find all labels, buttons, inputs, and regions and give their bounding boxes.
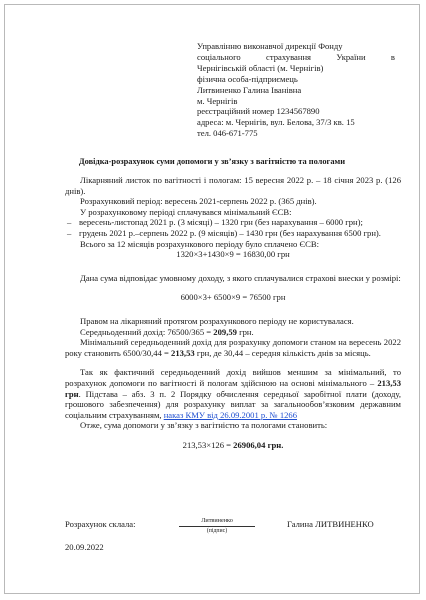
signature-text: Литвиненко: [201, 517, 233, 524]
recipient-line-4: фізична особа-підприємець: [197, 73, 298, 84]
total-intro-paragraph: Отже, сума допомоги у зв’язку з вагітністю та пологами становить:: [80, 420, 328, 431]
period-paragraph: Розрахунковий період: вересень 2021-серпень 2022 р. (365 днів).: [80, 196, 317, 207]
recipient-line-5: Литвиненко Галина Іванівна: [197, 84, 302, 95]
recipient-word: соціального: [197, 51, 241, 62]
recipient-word: в: [390, 51, 395, 62]
esv-intro-paragraph: У розрахунковому періоді сплачувався мінімальний ЄСВ:: [80, 206, 292, 217]
income-paragraph: Дана сума відповідає умовному доходу, з якого сплачувалися страхові внески у розмірі:: [80, 272, 401, 283]
document-body: [65, 175, 401, 450]
recipient-line-7: реєстраційний номер 1234567890: [197, 106, 320, 117]
sick-leave-paragraph: Лікарняний листок по вагітності і пологам: 15 вересня 2022 р. – 18 січня 2023 р. (126 днів).: [65, 175, 401, 196]
document-title: Довідка-розрахунок суми допомоги у зв’язку з вагітністю та пологами: [78, 157, 346, 166]
esv-total-paragraph: Всього за 12 місяців розрахункового періоду було сплачено ЄСВ:: [80, 238, 319, 249]
average-income-paragraph: Середньоденний дохід: 76500/365 = 209,59 грн.: [80, 326, 254, 337]
basis-value: 213,53 грн: [65, 377, 401, 399]
decree-link[interactable]: наказ КМУ від 26.09.2001 р. № 1266: [163, 409, 298, 420]
total-value: 26906,04: [233, 439, 266, 450]
recipient-line-9: тел. 046-671-775: [197, 128, 258, 139]
list-item-text: вересень-листопад 2021 р. (3 місяці) – 1320 грн (без нарахування – 6000 грн);: [79, 217, 363, 228]
signature-row: [65, 517, 401, 547]
list-item: – грудень 2021 р.–серпень 2022 р. (9 місяців) – 1430 грн (без нарахування 6500 грн).: [67, 227, 381, 238]
recipient-word: страхування: [266, 51, 312, 62]
formula-income: 6000×3+ 6500×9 = 76500 грн: [180, 292, 286, 303]
document-date: 20.09.2022: [65, 542, 104, 552]
average-income-value: 209,59: [213, 326, 237, 337]
document-page: [4, 4, 420, 594]
recipient-line-6: м. Чернігів: [197, 95, 238, 106]
signature-field: [179, 517, 255, 535]
recipient-word: України: [336, 51, 366, 62]
recipient-block: [197, 41, 395, 139]
sick-leave-right-paragraph: Правом на лікарняний протягом розрахункового періоду не користувалася.: [80, 315, 354, 326]
basis-paragraph: Так як фактичний середньоденний дохід вийшов меншим за мінімальний, то розрахунок допомоги по вагітності й пологам здійснюю на основі мінімального – 213,53 грн. Підстава – абз. 3 п. 2 Порядку обчислення середньої заробітної плати (доходу, грошового забезпечення) для розрахунку виплат за загальнообов’язковим державним соціальним страхуванням, наказ КМУ від 26.09.2001 р. № 1266: [65, 367, 401, 420]
formula-total: 213,53×126 = 26906,04 грн.: [182, 439, 284, 450]
signature-caption: (підпис): [206, 528, 228, 534]
list-item-text: грудень 2021 р.–серпень 2022 р. (9 місяців) – 1430 грн (без нарахування 6500 грн).: [79, 227, 381, 238]
recipient-line-1: Управлінню виконавчої дирекції Фонду: [197, 41, 343, 51]
minimum-income-paragraph: Мінімальний середньоденний дохід для розрахунку допомоги станом на вересень 2022 року становить 6500/30,44 = 213,53 грн, де 30,44 – середня кількість днів за місяць.: [65, 337, 401, 358]
list-item: – вересень-листопад 2021 р. (3 місяці) – 1320 грн (без нарахування – 6000 грн);: [67, 217, 363, 228]
minimum-income-value: 213,53: [171, 347, 195, 358]
signer-name: Галина ЛИТВИНЕНКО: [287, 519, 374, 529]
recipient-line-3: Чернігівській області (м. Чернігів): [197, 62, 324, 73]
recipient-line-8: адреса: м. Чернігів, вул. Белова, 37/3 кв. 15: [197, 117, 355, 128]
formula-esv: 1320×3+1430×9 = 16830,00 грн: [176, 249, 290, 260]
signature-label: Розрахунок склала:: [65, 519, 136, 529]
recipient-line-2: [197, 52, 395, 63]
